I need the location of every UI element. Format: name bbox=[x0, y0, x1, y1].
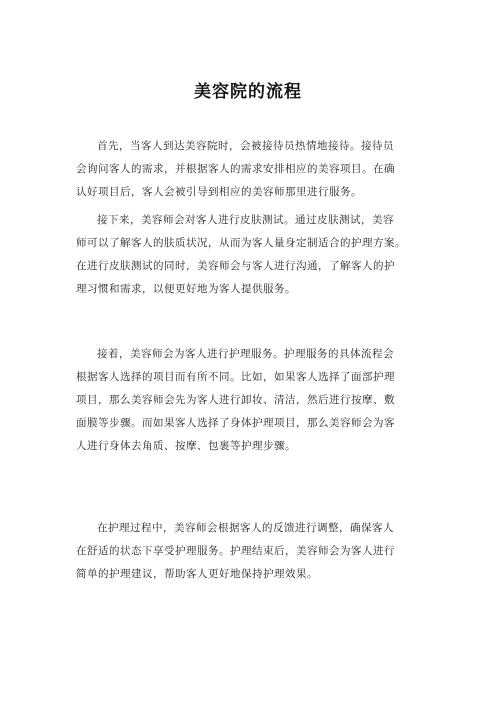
paragraph-line: 接着，美容师会为客人进行护理服务。护理服务的具体流程会 bbox=[97, 348, 394, 360]
paragraph bbox=[76, 343, 436, 458]
paragraph-line: 在舒适的状态下享受护理服务。护理结束后，美容师会为客人进行 bbox=[76, 545, 395, 557]
paragraph-line: 理习惯和需求，以便更好地为客人提供服务。 bbox=[76, 283, 296, 295]
paragraph-line: 首先，当客人到达美容院时，会被接待员热情地接待。接待员 bbox=[97, 140, 394, 152]
document-title: 美容院的流程 bbox=[194, 82, 302, 102]
paragraph-line: 师可以了解客人的肤质状况，从而为客人量身定制适合的护理方案。 bbox=[76, 237, 406, 249]
paragraph bbox=[76, 135, 436, 204]
paragraph-line: 人进行身体去角质、按摩、包裹等护理步骤。 bbox=[76, 440, 296, 452]
paragraph-line: 在护理过程中，美容师会根据客人的反馈进行调整，确保客人 bbox=[97, 522, 394, 534]
paragraph bbox=[76, 517, 436, 586]
paragraph-line: 在进行皮肤测试的同时，美容师会与客人进行沟通，了解客人的护 bbox=[76, 260, 395, 272]
paragraph-line: 认好项目后，客人会被引导到相应的美容师那里进行服务。 bbox=[76, 186, 362, 198]
paragraph-line: 简单的护理建议，帮助客人更好地保持护理效果。 bbox=[76, 568, 318, 580]
paragraph-line: 面膜等步骤。而如果客人选择了身体护理项目，那么美容师会为客 bbox=[76, 417, 395, 429]
paragraph-line: 根据客人选择的项目而有所不同。比如，如果客人选择了面部护理 bbox=[76, 371, 395, 383]
paragraph-line: 接下来，美容师会对客人进行皮肤测试。通过皮肤测试，美容 bbox=[97, 214, 394, 226]
paragraph-line: 会询问客人的需求，并根据客人的需求安排相应的美容项目。在确 bbox=[76, 163, 395, 175]
paragraph-line: 项目，那么美容师会先为客人进行卸妆、清洁，然后进行按摩、敷 bbox=[76, 394, 395, 406]
paragraph bbox=[76, 209, 436, 301]
